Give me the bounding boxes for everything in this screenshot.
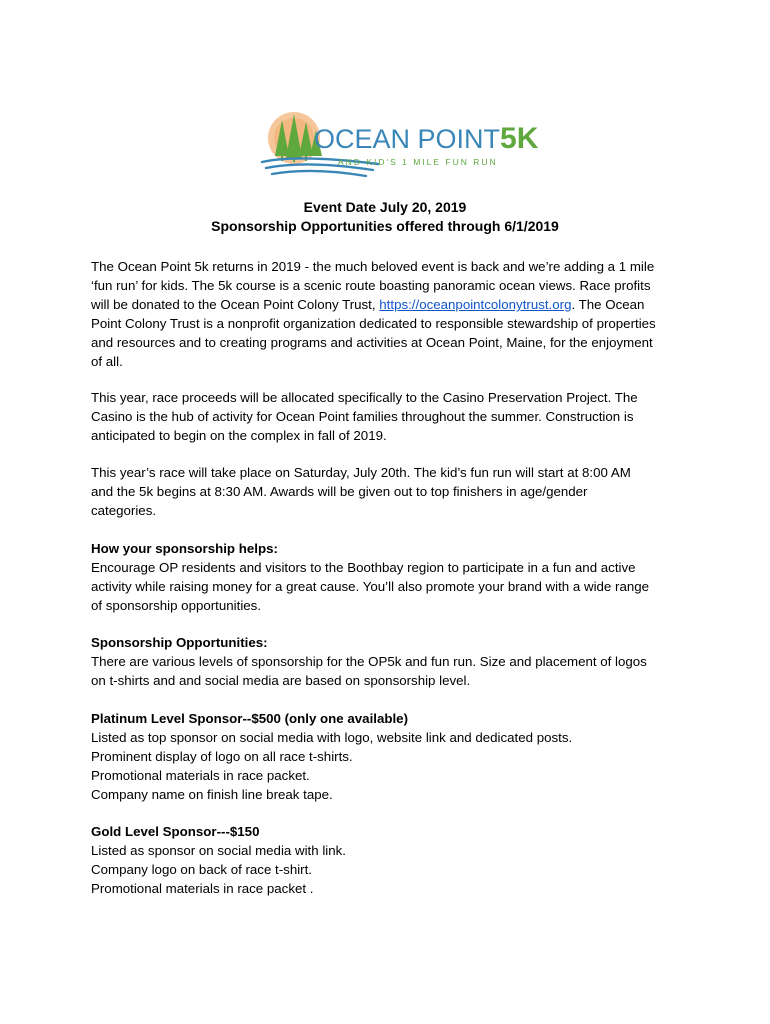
list-item: Company logo on back of race t-shirt.: [91, 862, 312, 877]
trust-website-link[interactable]: https://oceanpointcolonytrust.org: [379, 297, 572, 312]
list-item: Company name on finish line break tape.: [91, 787, 333, 802]
section-heading: How your sponsorship helps:: [91, 541, 278, 556]
event-date-heading: Event Date July 20, 2019: [303, 199, 467, 215]
section-heading: Platinum Level Sponsor--$500 (only one available): [91, 711, 408, 726]
list-item: Promotional materials in race packet .: [91, 881, 314, 896]
logo-5k: 5K: [500, 122, 539, 155]
platinum-sponsor-section: [91, 709, 691, 804]
section-heading: Sponsorship Opportunities:: [91, 635, 268, 650]
list-item: Prominent display of logo on all race t-shirts.: [91, 749, 353, 764]
logo-subtitle: AND KID'S 1 MILE FUN RUN: [338, 157, 498, 167]
gold-sponsor-section: [91, 822, 691, 898]
casino-paragraph: This year, race proceeds will be allocated specifically to the Casino Preservation Project. The Casino is the hub of activity for Ocean Point families throughout the summer. Construction is anticipated to begin on the complex in fall of 2019.: [91, 390, 638, 443]
ocean-point-5k-logo: [258, 110, 539, 182]
schedule-paragraph: This year’s race will take place on Saturday, July 20th. The kid’s fun run will start at 8:00 AM and the 5k begins at 8:30 AM. Awards will be given out to top finishers in age/gender categories.: [91, 465, 631, 518]
intro-paragraph: The Ocean Point 5k returns in 2019 - the much beloved event is back and we’re adding a 1 mile ‘fun run’ for kids. The 5k course is a scenic route boasting panoramic ocean views. Race profits will be donated to the Ocean Point Colony Trust, https://oceanpointcolonytrust.org. The Ocean Point Colony Trust is a nonprofit organization dedicated to responsible stewardship of properties and resources and to creating programs and activities at Ocean Point, Maine, for the enjoyment of all.: [91, 259, 656, 369]
sponsorship-helps-section: How your sponsorship helps: Encourage OP residents and visitors to the Boothbay region to participate in a fun and active activity while raising money for a great cause. You’ll also promote your brand with a wide range of sponsorship opportunities.: [91, 539, 691, 615]
section-heading: Gold Level Sponsor---$150: [91, 824, 260, 839]
list-item: Promotional materials in race packet.: [91, 768, 310, 783]
logo-title: OCEAN POINT5K: [314, 122, 539, 155]
sponsorship-opportunities-section: Sponsorship Opportunities: There are various levels of sponsorship for the OP5k and fun run. Size and placement of logos on t-shirts and and social media are based on sponsorship level.: [91, 633, 691, 690]
sponsorship-deadline-heading: Sponsorship Opportunities offered through 6/1/2019: [211, 218, 559, 234]
list-item: Listed as sponsor on social media with link.: [91, 843, 346, 858]
list-item: Listed as top sponsor on social media with logo, website link and dedicated posts.: [91, 730, 573, 745]
